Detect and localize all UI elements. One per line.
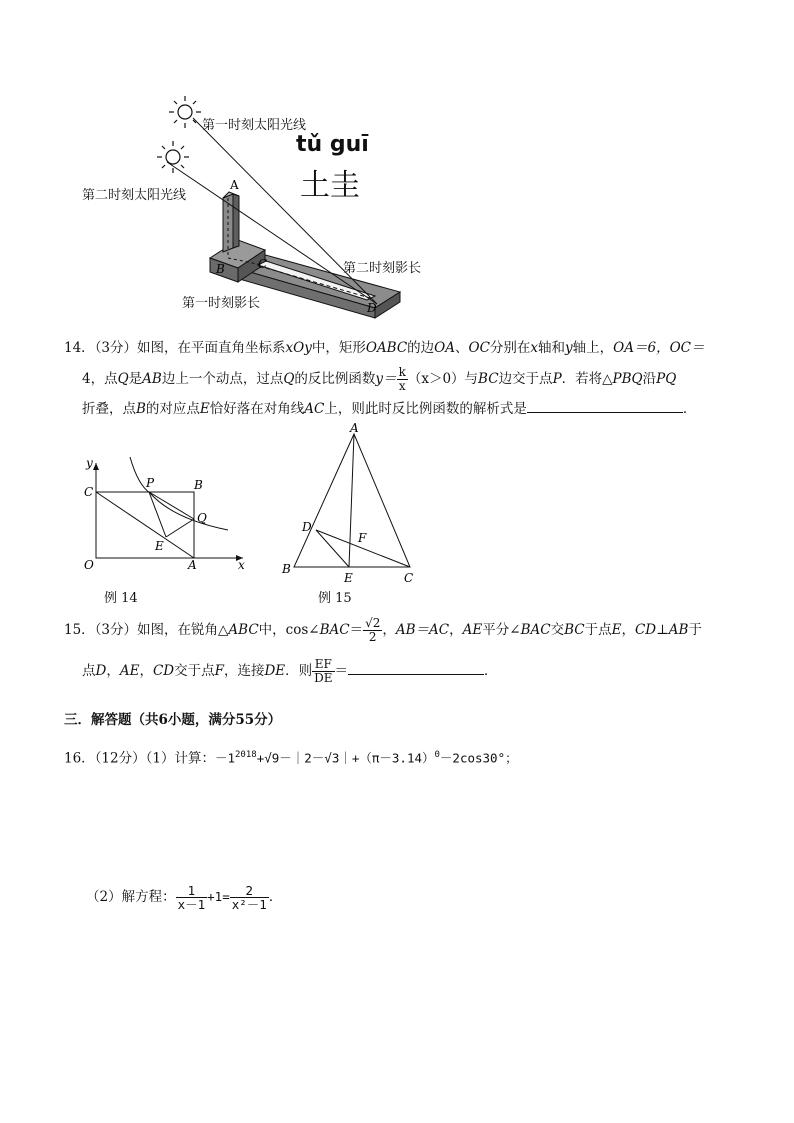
q14-line-1: 14．（3分）如图，在平面直角坐标系xOy中，矩形OABC的边OA、OC分别在x轴和y轴上，OA＝6，OC＝ <box>64 340 705 356</box>
fraction-k-over-x: $\frac{k}{x}$ <box>398 365 406 393</box>
svg-text:P: P <box>146 476 155 490</box>
fraction-1-over-x-minus-1: $\frac{1}{x-1}$ <box>177 883 206 912</box>
svg-text:C: C <box>84 485 94 499</box>
svg-text:y: y <box>86 456 93 470</box>
q14-line-2: 4，点Q是AB边上一个动点，过点Q的反比例函数y＝ $\frac{k}{x}$ （x＞0）与BC边交于点P．若将△PBQ沿PQ <box>82 365 677 393</box>
q15-answer-blank[interactable] <box>348 660 484 675</box>
svg-text:F: F <box>358 531 367 545</box>
q15-line-2: 点D，AE，CD交于点F，连接DE．则 $\frac{EF}{DE}$ ＝ ． <box>82 657 498 685</box>
hyperbola-curve <box>130 457 228 530</box>
hanzi-label: 土圭 <box>300 168 360 203</box>
figure-14-caption: 例 14 <box>104 591 138 606</box>
q15-line-1: 15．（3分）如图，在锐角△ABC中，cos∠BAC＝ $\frac{√2}{2}$ ，AB＝AC，AE平分∠BAC交BC于点E，CD⊥AB于 <box>64 616 702 644</box>
point-C: C <box>258 257 268 271</box>
section-3-heading: 三．解答题（共6小题，满分55分） <box>64 712 282 728</box>
sun-icon <box>157 141 189 173</box>
svg-text:C: C <box>404 571 414 585</box>
figure-15-caption: 例 15 <box>318 591 352 606</box>
label-second-shadow: 第二时刻影长 <box>343 261 422 276</box>
svg-text:A: A <box>350 421 359 435</box>
label-second-ray: 第二时刻太阳光线 <box>82 188 187 203</box>
figure-14 <box>78 455 258 585</box>
sun-icon <box>169 96 201 128</box>
q16-part-2: （2）解方程： $\frac{1}{x-1}$ +1= $\frac{2}{\text{x²－1}}$ ． <box>86 883 283 912</box>
point-A: A <box>230 178 239 192</box>
q14-answer-blank[interactable] <box>527 398 683 413</box>
svg-text:E: E <box>344 571 353 585</box>
point-D: D <box>367 301 377 315</box>
label-first-shadow: 第一时刻影长 <box>182 296 261 311</box>
figure-15 <box>278 420 428 588</box>
svg-text:Q: Q <box>197 511 207 525</box>
pinyin-label: tǔ guī <box>296 132 369 157</box>
svg-text:D: D <box>302 520 312 534</box>
svg-text:A: A <box>188 558 197 572</box>
svg-text:E: E <box>155 539 164 553</box>
q14-line-3: 折叠，点B的对应点E恰好落在对角线AC上，则此时反比例函数的解析式是 ． <box>82 398 696 419</box>
point-B: B <box>216 262 225 276</box>
fraction-EF-over-DE: $\frac{EF}{DE}$ <box>314 657 333 685</box>
label-first-ray: 第一时刻太阳光线 <box>202 118 307 133</box>
svg-text:x: x <box>238 558 245 572</box>
svg-text:B: B <box>194 478 203 492</box>
fraction-sqrt2-over-2: $\frac{√2}{2}$ <box>365 616 381 644</box>
q16-part-1: 16．（12分）（1）计算：$-1^{2018}+√9-|2-√3|+(\pi-3.14)^0-2\cos 30^\circ$； <box>64 750 518 767</box>
fraction-2-over-x2-minus-1: $\frac{2}{\text{x²－1}}$ <box>231 883 267 912</box>
svg-text:O: O <box>84 558 94 572</box>
svg-text:B: B <box>282 562 291 576</box>
